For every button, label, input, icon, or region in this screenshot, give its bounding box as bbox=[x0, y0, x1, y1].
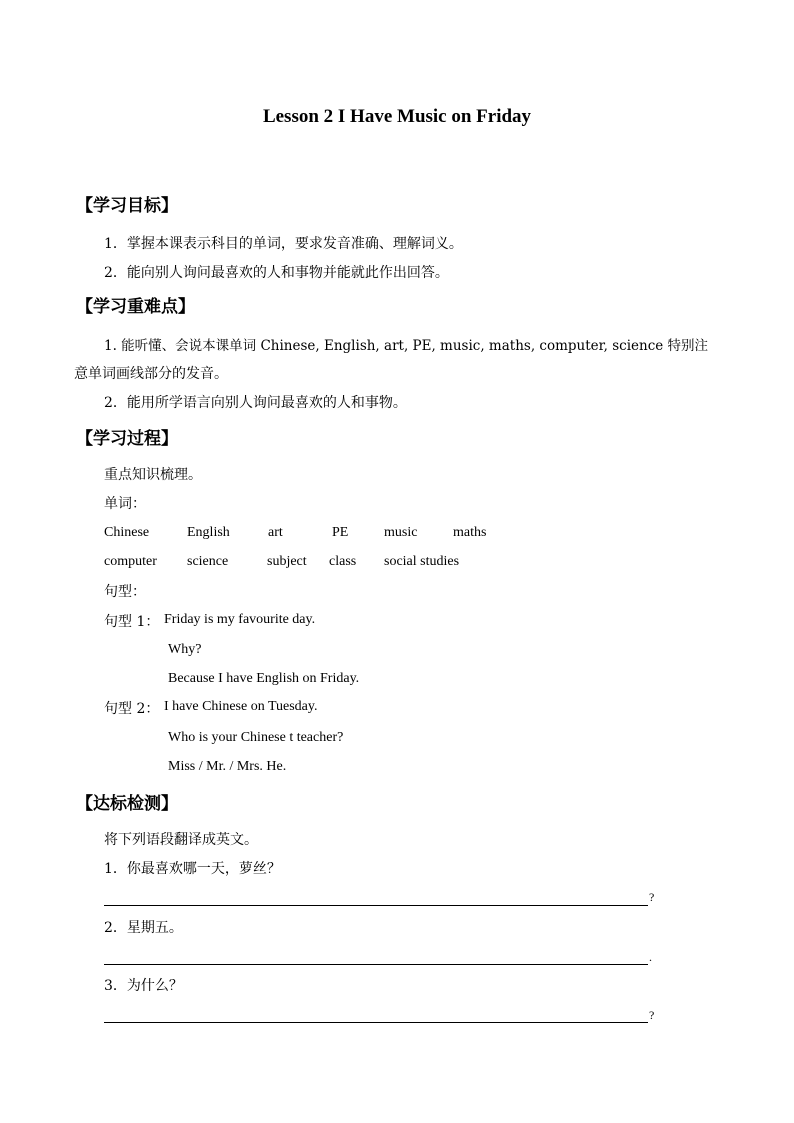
process-intro: 重点知识梳理。 bbox=[104, 467, 202, 483]
pattern-1-line-3: Because I have English on Friday. bbox=[168, 671, 360, 686]
word-computer: computer bbox=[104, 554, 157, 569]
answer-line-2[interactable] bbox=[104, 964, 648, 965]
pattern-2-label: 句型 2： bbox=[104, 701, 160, 717]
word-english: English bbox=[187, 525, 230, 540]
objectives-heading: 【学习目标】 bbox=[76, 196, 178, 216]
question-3: 3．为什么？ bbox=[104, 978, 183, 994]
pattern-2-line-2: Who is your Chinese t teacher? bbox=[168, 730, 344, 745]
answer-line-1[interactable] bbox=[104, 905, 648, 906]
answer-line-3[interactable] bbox=[104, 1022, 648, 1023]
objective-item-1: 1．掌握本课表示科目的单词，要求发音准确、理解词义。 bbox=[104, 236, 463, 252]
key-points-heading: 【学习重难点】 bbox=[76, 297, 195, 317]
answer-3-end-mark: ? bbox=[649, 1008, 655, 1022]
word-music: music bbox=[384, 525, 418, 540]
answer-1-end-mark: ? bbox=[649, 890, 655, 904]
pattern-2-line-3: Miss / Mr. / Mrs. He. bbox=[168, 759, 287, 774]
key-point-item-2: 2．能用所学语言向别人询问最喜欢的人和事物。 bbox=[104, 395, 407, 411]
page-title: Lesson 2 I Have Music on Friday bbox=[262, 106, 532, 127]
key-point-item-1-line-2: 意单词画线部分的发音。 bbox=[74, 366, 228, 382]
word-chinese: Chinese bbox=[104, 525, 150, 540]
word-pe: PE bbox=[332, 525, 349, 540]
pattern-1-line-2: Why? bbox=[168, 642, 202, 657]
test-instruction: 将下列语段翻译成英文。 bbox=[104, 832, 258, 848]
answer-2-end-mark: . bbox=[649, 950, 652, 964]
pattern-1-label: 句型 1： bbox=[104, 614, 160, 630]
word-art: art bbox=[268, 525, 283, 540]
pattern-2-line-1: I have Chinese on Tuesday. bbox=[164, 699, 318, 714]
word-social-studies: social studies bbox=[384, 554, 460, 569]
process-heading: 【学习过程】 bbox=[76, 429, 178, 449]
test-heading: 【达标检测】 bbox=[76, 794, 178, 814]
word-subject: subject bbox=[267, 554, 307, 569]
word-maths: maths bbox=[453, 525, 487, 540]
word-class: class bbox=[329, 554, 357, 569]
pattern-1-line-1: Friday is my favourite day. bbox=[164, 612, 316, 627]
question-2: 2．星期五。 bbox=[104, 920, 183, 936]
question-1: 1．你最喜欢哪一天，萝丝？ bbox=[104, 861, 281, 877]
objective-item-2: 2．能向别人询问最喜欢的人和事物并能就此作出回答。 bbox=[104, 265, 449, 281]
word-science: science bbox=[187, 554, 229, 569]
sentence-label: 句型： bbox=[104, 584, 146, 600]
key-point-item-1-line-1: 1. 能听懂、会说本课单词 Chinese, English, art, PE, music, maths, computer, science 特别注 bbox=[104, 338, 709, 354]
words-label: 单词： bbox=[104, 496, 146, 512]
